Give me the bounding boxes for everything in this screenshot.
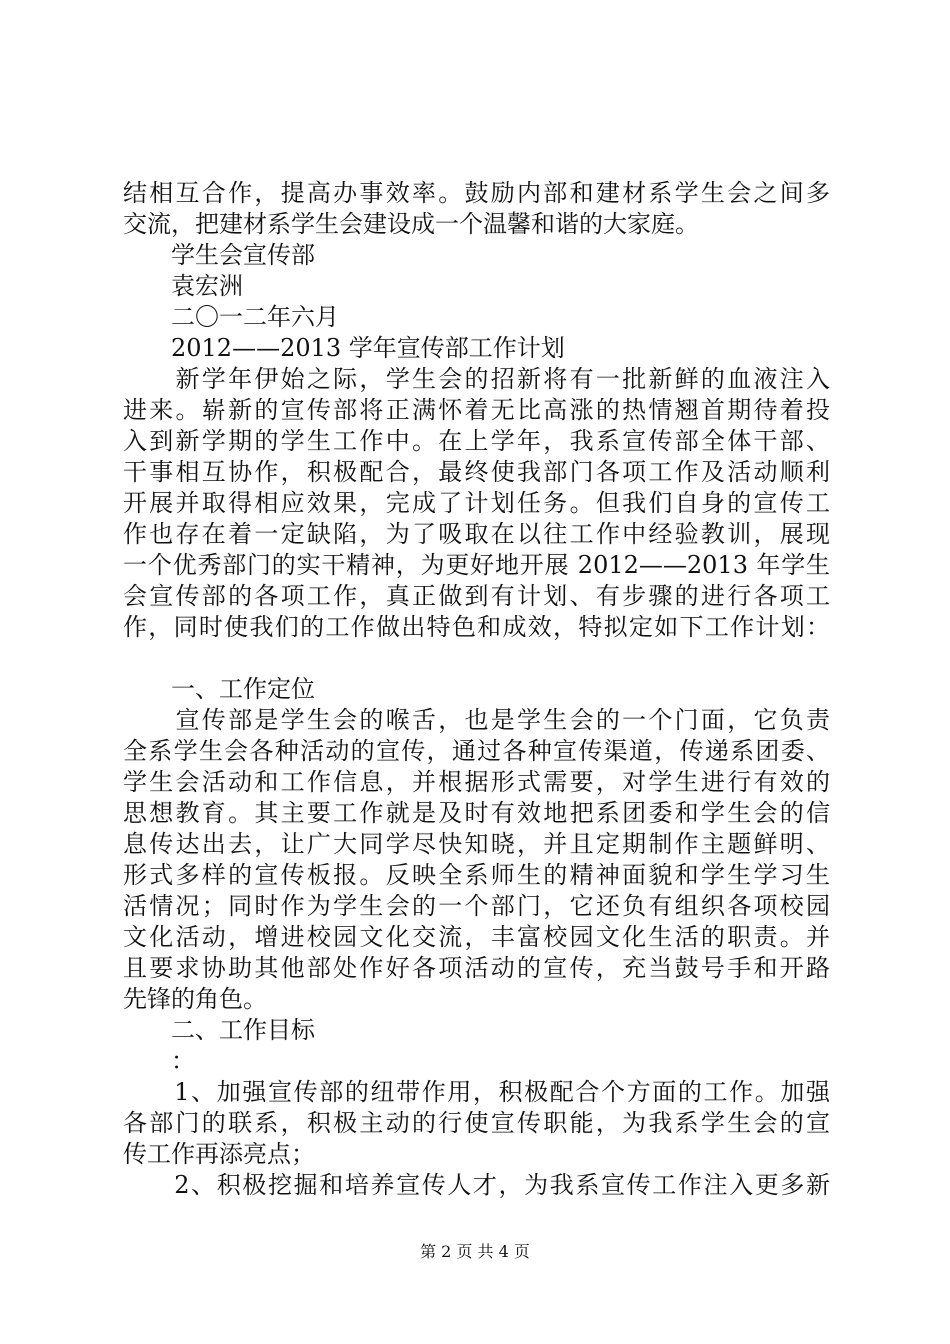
text-line: 会宣传部的各项工作，真正做到有计划、有步骤的进行各项工 (123, 582, 830, 610)
text-line: 进来。崭新的宣传部将正满怀着无比高涨的热情翘首期待着投 (123, 396, 830, 424)
text-line: 传工作再添亮点； (123, 1140, 315, 1168)
text-line: 先锋的角色。 (123, 985, 267, 1013)
heading-goals: 二、工作目标 (123, 1016, 315, 1044)
page-number: 第 2 页 共 4 页 (420, 1242, 530, 1261)
text-line: 思想教育。其主要工作就是及时有效地把系团委和学生会的信 (123, 799, 830, 827)
heading-positioning: 一、工作定位 (123, 675, 315, 703)
text-line: 干事相互协作，积极配合，最终使我部门各项工作及活动顺利 (123, 458, 830, 486)
text-line: 作，同时使我们的工作做出特色和成效，特拟定如下工作计划： (123, 613, 830, 641)
text-line: 开展并取得相应效果，完成了计划任务。但我们自身的宣传工 (123, 489, 830, 517)
text-line: 2、积极挖掘和培养宣传人才，为我系宣传工作注入更多新 (123, 1171, 830, 1199)
text-line: ： (123, 1047, 195, 1075)
signature-date: 二〇一二年六月 (123, 303, 339, 331)
text-line: 且要求协助其他部处作好各项活动的宣传，充当鼓号手和开路 (123, 954, 830, 982)
text-line: 活情况；同时作为学生会的一个部门，它还负有组织各项校园 (123, 892, 830, 920)
text-line: 新学年伊始之际，学生会的招新将有一批新鲜的血液注入 (123, 365, 830, 393)
text-line: 形式多样的宣传板报。反映全系师生的精神面貌和学生学习生 (123, 861, 830, 889)
text-line: 结相互合作，提高办事效率。鼓励内部和建材系学生会之间多 (123, 179, 830, 207)
text-line: 交流，把建材系学生会建设成一个温馨和谐的大家庭。 (123, 210, 699, 238)
text-line: 文化活动，增进校园文化交流，丰富校园文化生活的职责。并 (123, 923, 830, 951)
text-line: 全系学生会各种活动的宣传，通过各种宣传渠道，传递系团委、 (123, 737, 830, 765)
text-line: 学生会活动和工作信息，并根据形式需要，对学生进行有效的 (123, 768, 830, 796)
text-line: 作也存在着一定缺陷，为了吸取在以往工作中经验教训，展现 (123, 520, 830, 548)
signature-department: 学生会宣传部 (123, 241, 315, 269)
text-line: 息传达出去，让广大同学尽快知晓，并且定期制作主题鲜明、 (123, 830, 830, 858)
text-line: 1、加强宣传部的纽带作用，积极配合个方面的工作。加强 (123, 1078, 830, 1106)
text-line: 一个优秀部门的实干精神，为更好地开展 2012——2013 年学生 (123, 551, 830, 579)
text-line: 入到新学期的学生工作中。在上学年，我系宣传部全体干部、 (123, 427, 830, 455)
text-line: 各部门的联系，积极主动的行使宣传职能，为我系学生会的宣 (123, 1109, 830, 1137)
signature-name: 袁宏洲 (123, 272, 243, 300)
text-line: 宣传部是学生会的喉舌，也是学生会的一个门面，它负责 (123, 706, 830, 734)
section-title: 2012——2013 学年宣传部工作计划 (123, 334, 565, 362)
